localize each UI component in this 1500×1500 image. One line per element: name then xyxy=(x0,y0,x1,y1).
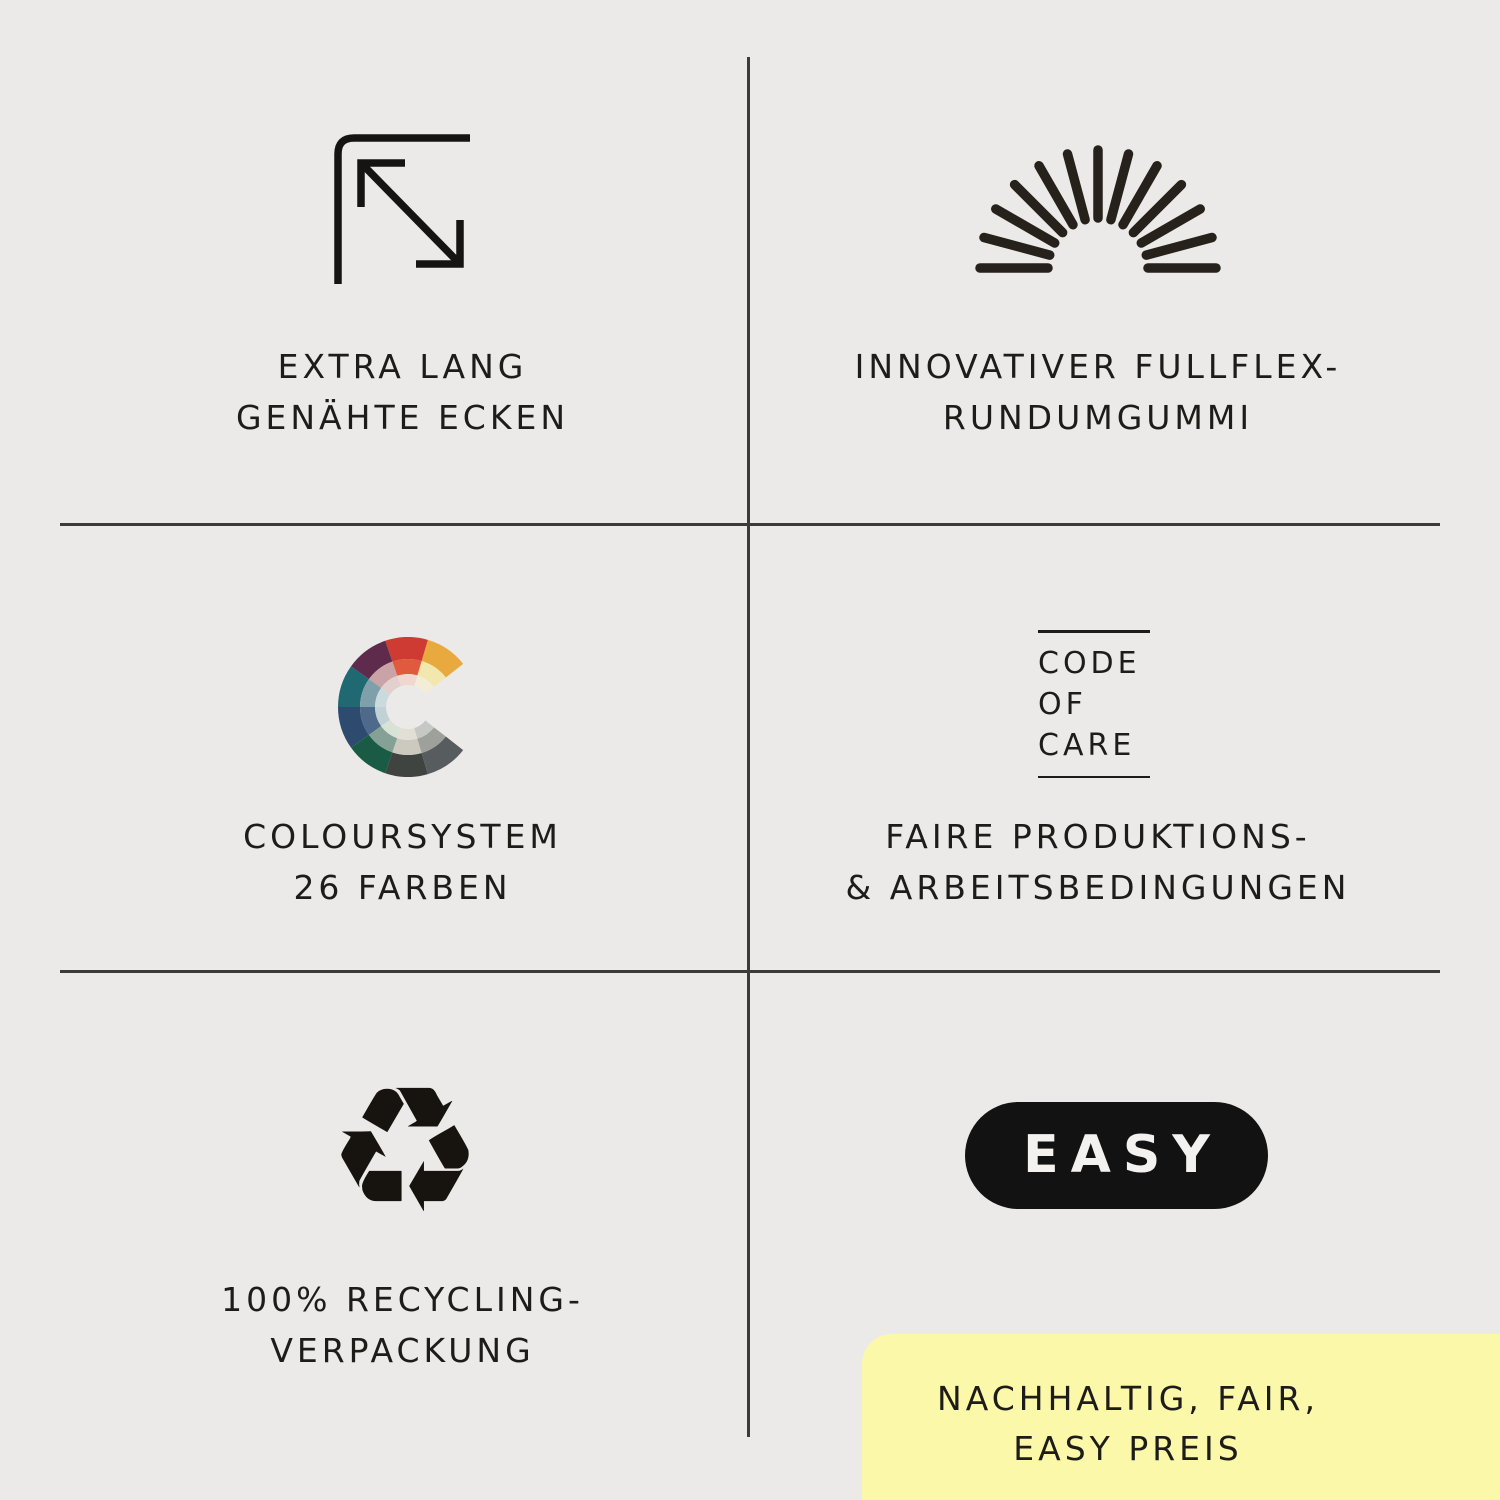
code-of-care-word: CARE xyxy=(1038,727,1136,763)
code-of-care-wordmark xyxy=(1038,643,1258,766)
code-of-care-logo xyxy=(1038,630,1258,778)
divider-vertical xyxy=(747,57,750,1437)
feature-label-line: COLOURSYSTEM xyxy=(243,817,562,856)
code-of-care-word: CODE xyxy=(1038,645,1141,681)
code-of-care-rule-bottom xyxy=(1038,776,1150,779)
expand-corner-arrow-icon xyxy=(328,126,478,286)
divider-horizontal-1 xyxy=(60,523,1440,526)
feature-label-line: GENÄHTE ECKEN xyxy=(235,398,570,437)
feature-label-corners xyxy=(95,341,710,443)
divider-horizontal-2 xyxy=(60,970,1440,973)
feature-label-line: 26 FARBEN xyxy=(293,868,512,907)
feature-label-fair-production xyxy=(790,811,1406,913)
feature-label-line: FAIRE PRODUKTIONS- xyxy=(885,817,1311,856)
sunburst-rays-icon xyxy=(973,140,1223,275)
feature-label-line: EASY PREIS xyxy=(1013,1429,1243,1468)
feature-label-easy xyxy=(862,1374,1394,1474)
feature-label-coloursystem xyxy=(95,811,710,913)
code-of-care-rule-top xyxy=(1038,630,1150,633)
easy-badge: EASY xyxy=(965,1102,1268,1209)
feature-label-recycling xyxy=(95,1274,710,1376)
feature-label-line: RUNDUMGUMMI xyxy=(942,398,1254,437)
feature-label-line: NACHHALTIG, FAIR, xyxy=(937,1379,1319,1418)
feature-label-line: INNOVATIVER FULLFLEX- xyxy=(854,347,1342,386)
code-of-care-word: OF xyxy=(1038,686,1087,722)
feature-label-line: 100% RECYCLING- xyxy=(221,1280,584,1319)
feature-label-line: EXTRA LANG xyxy=(277,347,528,386)
feature-label-fullflex xyxy=(790,341,1406,443)
feature-label-line: VERPACKUNG xyxy=(270,1331,535,1370)
recycling-icon: ♻ xyxy=(326,1050,484,1253)
highlight-panel xyxy=(862,1334,1500,1500)
colour-wheel-icon xyxy=(338,637,478,777)
feature-label-line: & ARBEITSBEDINGUNGEN xyxy=(845,868,1351,907)
